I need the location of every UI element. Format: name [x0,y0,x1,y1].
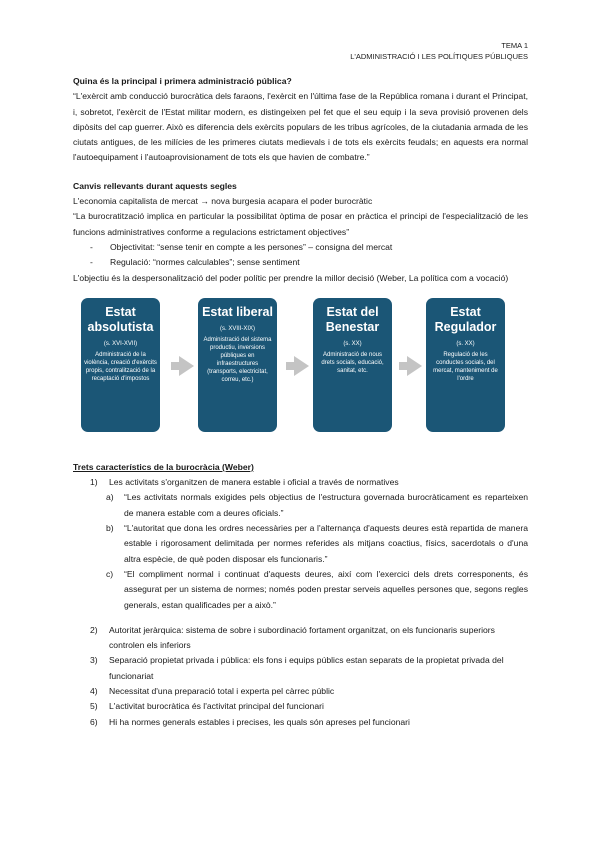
box-description: Administració del sistema productiu, inversions públiques en infraestructures (transports, electricitat, correu, etc.) [203,336,272,383]
bullet-text: Objectivitat: “sense tenir en compte a les persones” – consigna del mercat [110,241,393,252]
list-number: 3) [90,655,98,666]
list-item [73,653,528,684]
list-text: Necessitat d'una preparació total i experta pel càrrec públic [109,686,335,697]
section2-conclusion: L'objectiu és la despersonalització del poder polític per prendre la millor decisió (Weber, La política com a vocació) [73,272,509,283]
sub-list-letter: c) [106,568,114,579]
list-text: L'activitat burocràtica és l'activitat principal del funcionari [109,701,324,712]
arrow-right-icon [407,356,422,376]
list-number: 2) [90,624,98,635]
header-subtitle: L'ADMINISTRACIÓ I LES POLÍTIQUES PÚBLIQUES [350,52,528,61]
list-number: 6) [90,716,98,727]
state-evolution-diagram [73,298,528,434]
sub-list-item [73,521,528,567]
box-description: Administració de nous drets socials, educació, sanitat, etc. [321,351,384,374]
list-item [73,699,528,714]
bullet-item [73,240,528,255]
list-text: Hi ha normes generals estables i precises, les quals són apreses pel funcionari [109,716,410,727]
section3-heading: Trets característics de la burocràcia (Weber) [73,461,254,472]
bullet-text: Regulació: “normes calculables”; sense sentiment [110,257,300,268]
box-estat-benestar [313,298,392,432]
box-estat-regulador [426,298,505,432]
sub-list-text: “L'autoritat que dona les ordres necessàries per a l'alternança d'aquests deures està repartida de manera estable i rigorosament delimitada per normes referides als mitjans coactius, físics, sacerdotals o d'una altra espècie, de què poden disposar els funcionaris.” [124,523,528,564]
sub-list-text: “El compliment normal i continuat d'aquests deures, així com l'exercici dels drets corresponents, és assegurat per un sistema de normes; només poden prestar serveis aquelles persones que, segons regles generals, estan qualificades per a això.” [124,568,528,610]
list-number: 5) [90,701,98,712]
header-topic: TEMA 1 [501,41,528,50]
box-title: Estat absolutista [87,304,154,334]
box-description: Administració de la violència, creació d'exèrcits propis, contralització de la recaptació d'impostos [84,351,157,382]
box-period: (s. XX) [456,340,475,347]
sub-list-text: “Les activitats normals exigides pels objectius de l'estructura governada burocràticament es reparteixen de manera estable com a deures oficials.” [124,492,528,518]
list-number: 1) [90,477,98,488]
list-item [73,475,528,490]
bullet-mark: - [90,241,93,252]
document-body [73,74,528,730]
section1-quote: “L'exèrcit amb conducció burocràtica dels faraons, l'exèrcit en l'última fase de la República romana i durant el Principat, i, sobretot, l'exèrcit de l'Estat militar modern, es distingeixen pel fet que el seu equip i la seva provisió provenen dels dipòsits del cap guerrer. Això es diferencia dels exèrcits populars de les tribus agrícoles, de la ciutadania armada de les ciutats antigues, de les milícies de les primeres ciutats medievals i de tots els exèrcits feudals; en aquests era normal l'autoequipament i l'autoaprovisionament de tots els que havien de combatre.” [73,91,528,163]
box-title: Estat Regulador [434,304,497,334]
box-period: (s. XVI-XVII) [103,340,138,347]
bullet-item [73,255,528,270]
section1-heading: Quina és la principal i primera administració pública? [73,76,292,86]
box-period: (s. XVIII-XIX) [219,325,255,332]
box-description: Regulació de les conductes socials, del mercat, manteniment de l'ordre [433,351,498,382]
section2-line: L'economia capitalista de mercat → nova burgesia acapara el poder burocràtic [73,196,373,207]
list-number: 4) [90,686,98,697]
sub-list-item [73,567,528,613]
box-estat-liberal [198,298,277,432]
arrow-right-icon [294,356,309,376]
box-title: Estat liberal [202,304,273,319]
section2-quote: “La burocratització implica en particular la possibilitat òptima de posar en pràctica el principi de l'especialització de les funcions administratives conforme a regulacions estrictament objectives” [73,211,528,237]
sub-list-item [73,490,528,521]
list-item [73,684,528,699]
list-text: Separació propietat privada i pública: els fons i equips públics estan separats de la propietat privada del funcionariat [109,655,504,681]
sub-list-letter: b) [106,523,114,534]
box-estat-absolutista [81,298,160,432]
box-title: Estat del Benestar [325,304,380,334]
section2-heading: Canvis rellevants durant aquests segles [73,180,237,191]
box-period: (s. XX) [343,340,362,347]
sub-list-letter: a) [106,492,114,503]
list-item [73,715,528,730]
list-text: Les activitats s'organitzen de manera estable i oficial a través de normatives [109,477,399,488]
list-item [73,623,528,654]
page-header [350,40,528,62]
bullet-mark: - [90,257,93,268]
arrow-right-icon [179,356,194,376]
list-text: Autoritat jeràrquica: sistema de sobre i subordinació fortament organitzat, on els funcionaris superiors controlen els inferiors [109,624,495,651]
